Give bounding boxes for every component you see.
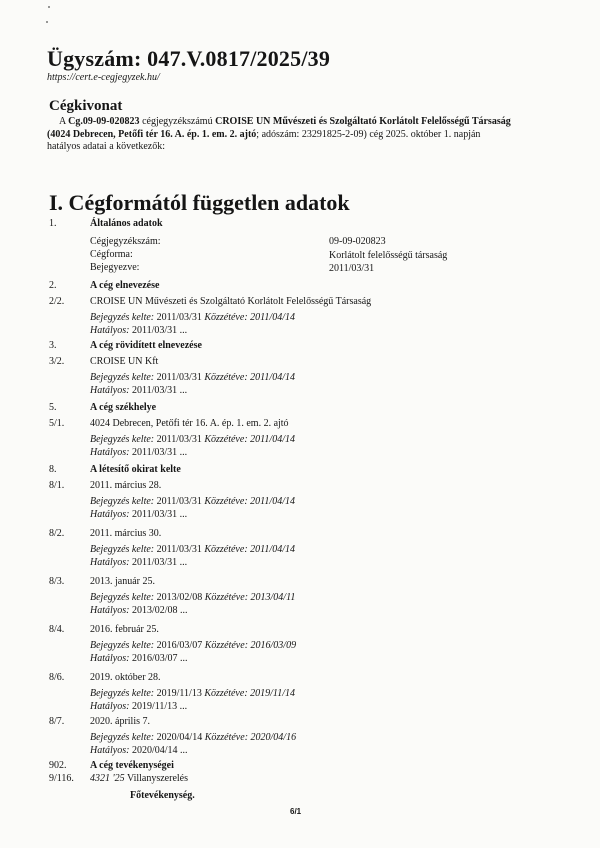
effective-line: Hatályos: 2013/02/08 ... [90,605,188,616]
item-value: 4024 Debrecen, Petőfi tér 16. A. ép. 1. em. 2. ajtó [90,418,289,429]
registration-line: Bejegyzés kelte: 2019/11/13 Közzétéve: 2019/11/14 [90,688,295,699]
item-number: 3. [49,340,57,351]
effective-line: Hatályos: 2019/11/13 ... [90,701,188,712]
item-value: 2020. április 7. [90,716,150,727]
field-value: 2011/03/31 [329,263,375,274]
item-value: CROISE UN Művészeti és Szolgáltató Korlátolt Felelősségű Társaság [90,296,372,307]
item-number: 8/3. [49,576,65,587]
item-value: CROISE UN Kft [90,356,159,367]
item-value: 2019. október 28. [90,672,161,683]
field-label: Cégforma: [90,249,133,260]
scan-speck [48,6,50,8]
effective-line: Hatályos: 2020/04/14 ... [90,745,188,756]
item-number: 2. [49,280,57,291]
item-number: 5. [49,402,57,413]
item-number: 8/6. [49,672,65,683]
field-label: Bejegyezve: [90,262,140,273]
item-heading: A cég rövidített elnevezése [90,340,202,351]
item-value: 2011. március 28. [90,480,162,491]
item-number: 8/7. [49,716,65,727]
item-heading: A cég elnevezése [90,280,160,291]
item-value: 2011. március 30. [90,528,162,539]
registration-line: Bejegyzés kelte: 2011/03/31 Közzétéve: 2011/04/14 [90,312,295,323]
registration-line: Bejegyzés kelte: 2020/04/14 Közzétéve: 2020/04/16 [90,732,297,743]
source-url[interactable]: https://cert.e-cegjegyzek.hu/ [47,72,160,83]
item-value: 2016. február 25. [90,624,159,635]
extract-title: Cégkivonat [49,98,123,114]
item-heading: A cég székhelye [90,402,157,413]
field-label: Cégjegyzékszám: [90,236,161,247]
item-number: 8/1. [49,480,65,491]
item-heading: A létesítő okirat kelte [90,464,181,475]
item-heading: Általános adatok [90,218,163,229]
registration-line: Bejegyzés kelte: 2011/03/31 Közzétéve: 2011/04/14 [90,544,295,555]
section-title: I. Cégformától független adatok [49,190,350,215]
registration-line: Bejegyzés kelte: 2011/03/31 Közzétéve: 2011/04/14 [90,372,295,383]
effective-line: Hatályos: 2011/03/31 ... [90,509,188,520]
scan-speck [46,21,48,23]
item-number: 5/1. [49,418,65,429]
item-number: 902. [49,760,67,771]
item-value: 2013. január 25. [90,576,155,587]
effective-line: Hatályos: 2011/03/31 ... [90,557,188,568]
field-value: 09-09-020823 [329,236,386,247]
effective-line: Hatályos: 2011/03/31 ... [90,385,188,396]
item-number: 8. [49,464,57,475]
item-number: 9/116. [49,773,74,784]
effective-line: Hatályos: 2011/03/31 ... [90,447,188,458]
effective-line: Hatályos: 2011/03/31 ... [90,325,188,336]
registration-line: Bejegyzés kelte: 2011/03/31 Közzétéve: 2011/04/14 [90,496,295,507]
registration-line: Bejegyzés kelte: 2013/02/08 Közzétéve: 2013/04/11 [90,592,296,603]
extract-intro: A Cg.09-09-020823 cégjegyzékszámú CROISE UN Művészeti és Szolgáltató Korlátolt Felelősségű Társaság (4024 Debrecen, Petőfi tér 16. A. ép. 1. em. 2. ajtó; adószám: 23291825-2-09) cég 2025. október 1. napján hatályos adatai a következők: [47,116,511,152]
registration-line: Bejegyzés kelte: 2011/03/31 Közzétéve: 2011/04/14 [90,434,295,445]
activity-entry: 4321 '25 Villanyszerelés [90,773,188,784]
registration-line: Bejegyzés kelte: 2016/03/07 Közzétéve: 2016/03/09 [90,640,297,651]
item-heading: A cég tevékenységei [90,760,174,771]
item-number: 1. [49,218,57,229]
effective-line: Hatályos: 2016/03/07 ... [90,653,188,664]
item-number: 8/2. [49,528,65,539]
field-value: Korlátolt felelősségű társaság [329,250,448,261]
item-number: 3/2. [49,356,65,367]
main-activity: Főtevékenység. [130,790,195,801]
case-number: Ügyszám: 047.V.0817/2025/39 [47,46,331,71]
item-number: 2/2. [49,296,65,307]
item-number: 8/4. [49,624,65,635]
page-number: 6/1 [290,807,302,816]
